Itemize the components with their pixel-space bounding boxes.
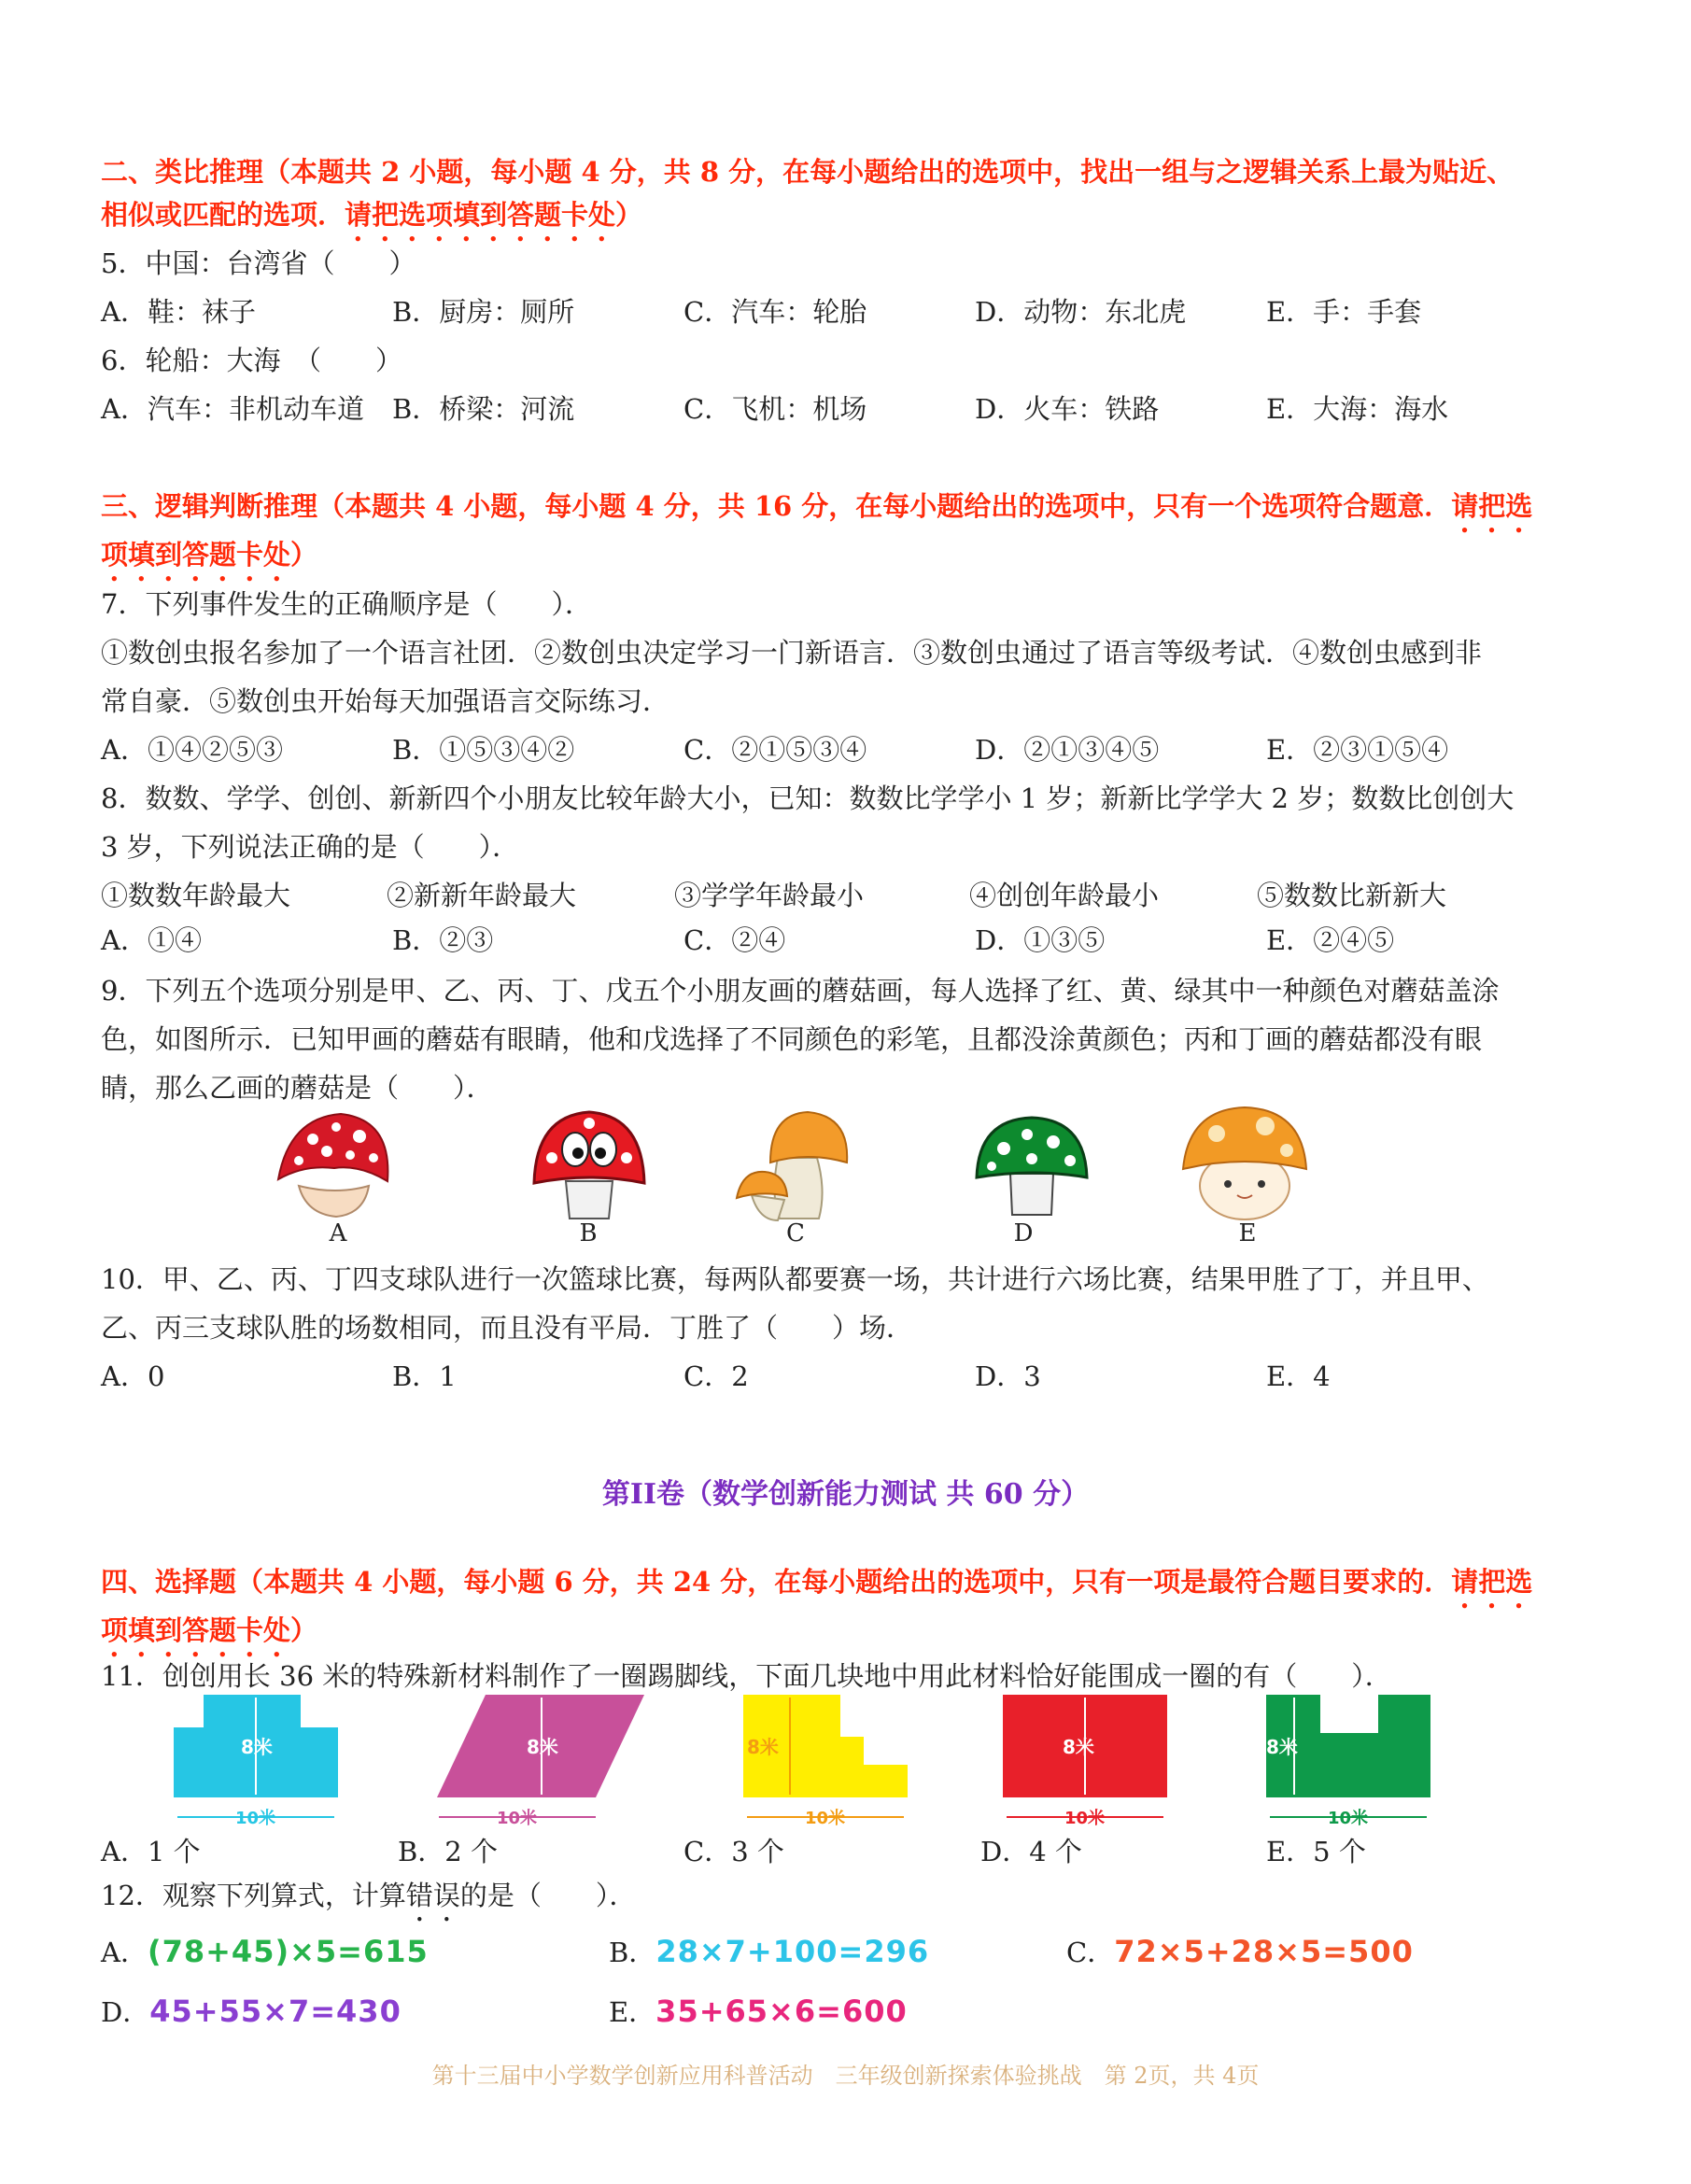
mushroom-a-icon — [271, 1106, 402, 1223]
q8-option-d: D．①③⑤ — [975, 924, 1106, 956]
q6-option-c: C．飞机：机场 — [683, 393, 867, 425]
q10-text-line2: 乙、丙三支球队胜的场数相同，而且没有平局．丁胜了（ ）场． — [101, 1312, 914, 1344]
q8-text-line1: 8．数数、学学、创创、新新四个小朋友比较年龄大小，已知：数数比学学小 1 岁；新新比学学大 2 岁；数数比创创大 — [101, 782, 1515, 814]
mushroom-label-c: C — [786, 1219, 805, 1247]
q8-option-b: B．②③ — [392, 924, 494, 956]
q10-text-line1: 10．甲、乙、丙、丁四支球队进行一次篮球比赛，每两队都要赛一场，共计进行六场比赛，结果甲胜了丁，并且甲、 — [101, 1263, 1489, 1295]
q10-option-e: E．4 — [1266, 1360, 1331, 1392]
svg-text:10米: 10米 — [1064, 1809, 1106, 1828]
svg-text:8米: 8米 — [1063, 1736, 1094, 1758]
q7-text-line2: 常自豪．⑤数创虫开始每天加强语言交际练习． — [101, 685, 670, 717]
q12-option-a: A．(78+45)×5=615 — [101, 1934, 429, 1969]
section-4-heading: 四、选择题（本题共 4 小题，每小题 6 分，共 24 分，在每小题给出的选项中，只有一项是最符合题目要求的．请把选 — [101, 1566, 1533, 1598]
svg-text:8米: 8米 — [1266, 1736, 1298, 1758]
q6-stem: 6．轮船：大海 （ ） — [101, 345, 402, 376]
mushroom-e-icon — [1179, 1102, 1310, 1223]
q11-shape-e — [1261, 1690, 1438, 1830]
q10-option-a: A．0 — [101, 1360, 165, 1392]
q12-option-b: B．28×7+100=296 — [609, 1934, 930, 1969]
svg-text:10米: 10米 — [235, 1809, 276, 1828]
q8-statement-2: ②新新年龄最大 — [387, 880, 577, 911]
q5-option-a: A．鞋：袜子 — [101, 296, 256, 328]
mushroom-label-a: A — [329, 1219, 347, 1247]
q8-option-e: E．②④⑤ — [1266, 924, 1395, 956]
q11-option-c: C．3 个 — [683, 1836, 784, 1867]
part-2-title: 第II卷（数学创新能力测试 共 60 分） — [601, 1478, 1090, 1511]
q9-text-line3: 睛，那么乙画的蘑菇是（ ）． — [101, 1072, 494, 1104]
mushroom-label-d: D — [1013, 1219, 1034, 1247]
svg-text:10米: 10米 — [805, 1809, 846, 1828]
section-2-heading-cont: 相似或匹配的选项．请把选项填到答题卡处） — [101, 199, 643, 231]
q8-option-c: C．②④ — [683, 924, 786, 956]
q12-option-e: E．35+65×6=600 — [609, 1994, 908, 2029]
q11-shape-d — [997, 1690, 1175, 1830]
q7-stem: 7．下列事件发生的正确顺序是（ ）． — [101, 588, 592, 620]
q6-option-d: D．火车：铁路 — [975, 393, 1160, 425]
q6-option-b: B．桥梁：河流 — [392, 393, 575, 425]
q12-stem: 12．观察下列算式，计算错误的是（ ）． — [101, 1880, 637, 1911]
svg-text:8米: 8米 — [527, 1736, 558, 1758]
svg-text:10米: 10米 — [497, 1809, 538, 1828]
q11-shape-b — [430, 1690, 654, 1830]
q7-option-a: A．①④②⑤③ — [101, 734, 283, 766]
q11-shape-c — [738, 1690, 915, 1830]
q10-option-d: D．3 — [975, 1360, 1041, 1392]
q10-option-b: B．1 — [392, 1360, 457, 1392]
mushroom-label-b: B — [579, 1219, 598, 1247]
q8-text-line2: 3 岁，下列说法正确的是（ ）． — [101, 831, 520, 863]
q5-stem: 5．中国：台湾省（ ） — [101, 247, 416, 279]
q9-text-line1: 9．下列五个选项分别是甲、乙、丙、丁、戊五个小朋友画的蘑菇画，每人选择了红、黄、绿其中一种颜色对蘑菇盖涂 — [101, 975, 1500, 1007]
q12-option-d: D．45+55×7=430 — [101, 1994, 402, 2029]
q10-option-c: C．2 — [683, 1360, 749, 1392]
q8-option-a: A．①④ — [101, 924, 202, 956]
q11-shape-a — [168, 1690, 345, 1830]
q8-statement-3: ③学学年龄最小 — [674, 880, 865, 911]
q12-option-c: C．72×5+28×5=500 — [1066, 1934, 1414, 1969]
svg-text:10米: 10米 — [1328, 1809, 1369, 1828]
q8-statement-1: ①数数年龄最大 — [101, 880, 291, 911]
svg-text:8米: 8米 — [747, 1736, 779, 1758]
q8-statement-5: ⑤数数比新新大 — [1257, 880, 1447, 911]
q9-text-line2: 色，如图所示．已知甲画的蘑菇有眼睛，他和戊选择了不同颜色的彩笔，且都没涂黄颜色；丙和丁画的蘑菇都没有眼 — [101, 1023, 1483, 1055]
section-3-heading-cont: 项填到答题卡处） — [101, 539, 318, 571]
q7-option-e: E．②③①⑤④ — [1266, 734, 1449, 766]
svg-text:8米: 8米 — [241, 1736, 273, 1758]
q7-option-b: B．①⑤③④② — [392, 734, 575, 766]
q6-option-a: A．汽车：非机动车道 — [101, 393, 364, 425]
section-4-heading-cont: 项填到答题卡处） — [101, 1614, 318, 1646]
q5-option-d: D．动物：东北虎 — [975, 296, 1187, 328]
q5-option-e: E．手：手套 — [1266, 296, 1422, 328]
section-2-heading: 二、类比推理（本题共 2 小题，每小题 4 分，共 8 分，在每小题给出的选项中，找出一组与之逻辑关系上最为贴近、 — [101, 156, 1515, 188]
mushroom-label-e: E — [1238, 1219, 1257, 1247]
q11-option-a: A．1 个 — [101, 1836, 201, 1867]
mushroom-c-icon — [733, 1106, 854, 1223]
q7-option-c: C．②①⑤③④ — [683, 734, 867, 766]
q11-option-d: D．4 个 — [980, 1836, 1082, 1867]
q11-stem: 11．创创用长 36 米的特殊新材料制作了一圈踢脚线，下面几块地中用此材料恰好能围成一圈的有（ ）． — [101, 1660, 1392, 1692]
mushroom-d-icon — [971, 1106, 1092, 1223]
q7-option-d: D．②①③④⑤ — [975, 734, 1160, 766]
q6-option-e: E．大海：海水 — [1266, 393, 1449, 425]
q5-option-b: B．厨房：厕所 — [392, 296, 575, 328]
q8-statement-4: ④创创年龄最小 — [969, 880, 1160, 911]
q7-text-line1: ①数创虫报名参加了一个语言社团．②数创虫决定学习一门新语言．③数创虫通过了语言等级考试．④数创虫感到非 — [101, 637, 1483, 669]
mushroom-b-icon — [528, 1106, 650, 1223]
q11-option-e: E．5 个 — [1266, 1836, 1366, 1867]
q11-option-b: B．2 个 — [398, 1836, 498, 1867]
q5-option-c: C．汽车：轮胎 — [683, 296, 867, 328]
section-3-heading: 三、逻辑判断推理（本题共 4 小题，每小题 4 分，共 16 分，在每小题给出的选项中，只有一个选项符合题意．请把选 — [101, 490, 1533, 522]
page-footer: 第十三届中小学数学创新应用科普活动 三年级创新探索体验挑战 第 2页，共 4页 — [431, 2063, 1260, 2089]
